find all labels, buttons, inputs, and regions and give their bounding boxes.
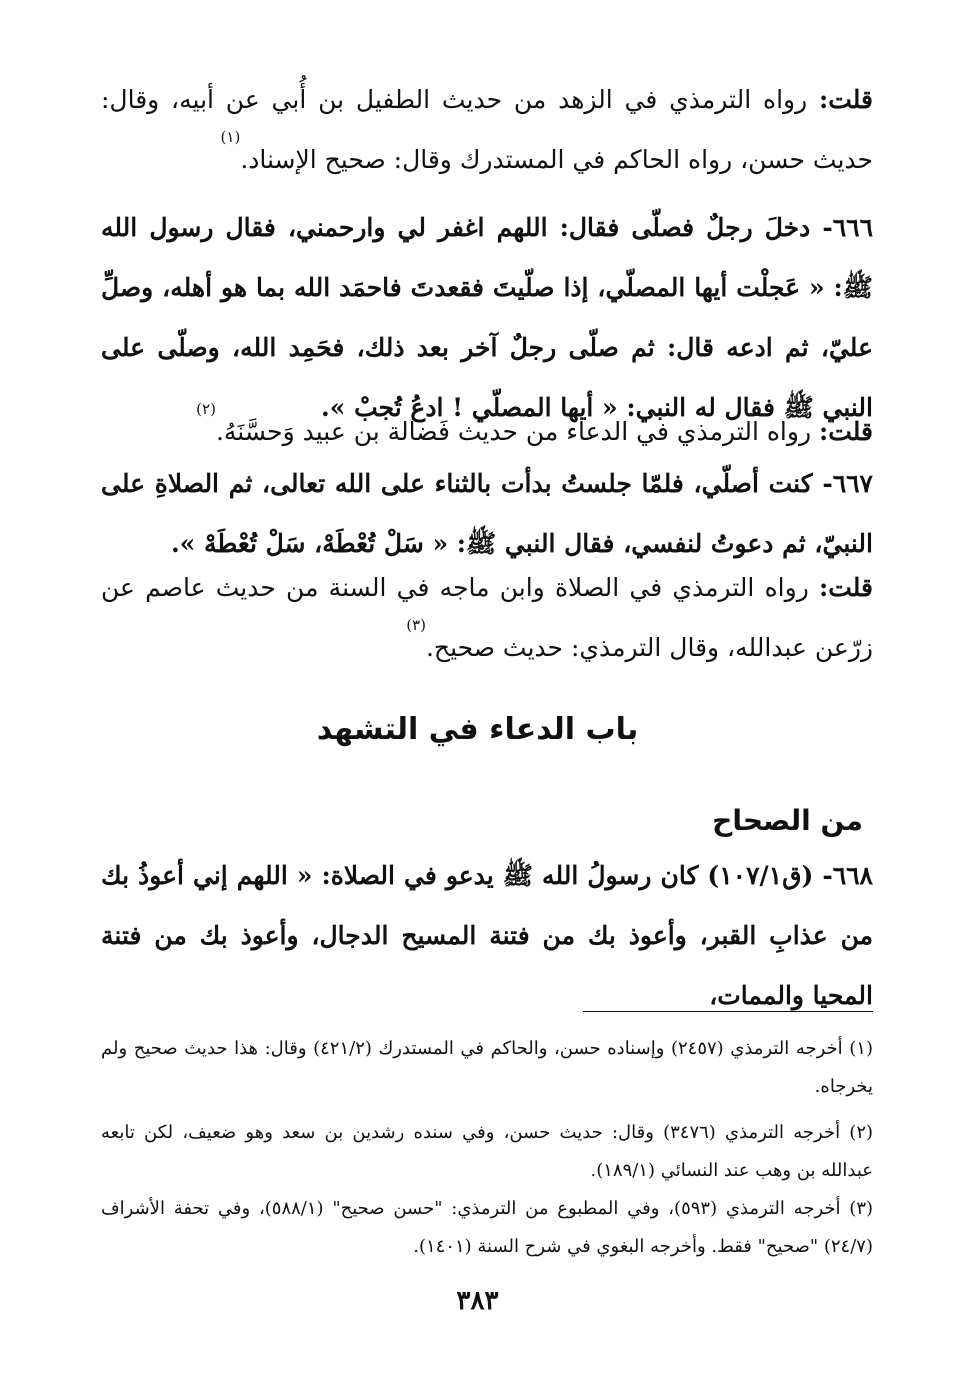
footnote-text: (٣) أخرجه الترمذي (٥٩٣)، وفي المطبوع من الترمذي: "حسن صحيح" (٥٨٨/١)، وفي تحفة الأشراف (٢٤/٧) "صحيح" فقط. وأخرجه البغوي في شرح السنة (١٤٠١).: [101, 1198, 874, 1257]
footnote-2: [101, 1114, 873, 1190]
footnote-1: [101, 1030, 873, 1106]
paragraph-qultu-1: [101, 70, 873, 190]
paragraph-qultu-3: [101, 558, 873, 678]
footnote-ref[interactable]: (٣): [406, 616, 426, 634]
footnote-3: [101, 1190, 873, 1266]
hadith-667: [101, 454, 873, 574]
footnote-ref[interactable]: (١): [220, 128, 241, 146]
hadith-text: ٦٦٧- كنت أصلّي، فلمّا جلستُ بدأت بالثناء على الله تعالى، ثم الصلاةِ على النبيّ، ثم دعوتُ لنفسي، فقال النبي ﷺ: « سَلْ تُعْطَهْ، سَلْ تُعْطَهْ ».: [101, 469, 873, 558]
chapter-heading: باب الدعاء في التشهد: [316, 712, 639, 747]
paragraph-text: رواه الترمذي في الزهد من حديث الطفيل بن أُبي عن أبيه، وقال: حديث حسن، رواه الحاكم في المستدرك وقال: صحيح الإسناد.: [101, 85, 873, 174]
qultu-label: قلت:: [818, 573, 873, 602]
footnote-divider: [583, 1011, 873, 1012]
hadith-text: ٦٦٦- دخلَ رجلٌ فصلّى فقال: اللهم اغفر لي وارحمني، فقال رسول الله ﷺ: « عَجلْت أيها المصلّي، إذا صلّيتَ فقعدتَ فاحمَد الله بما هو أهله، وصلِّ عليّ، ثم ادعه قال: ثم صلّى رجلٌ آخر بعد ذلك، فحَمِد الله، وصلّى على النبي ﷺ فقال له النبي: « أيها المصلّي ! ادعُ تُجبْ ».: [101, 213, 874, 422]
paragraph-qultu-2: [101, 402, 873, 462]
section-subheading: من الصحاح: [712, 804, 863, 837]
page-number: ٣٨٣: [456, 1286, 499, 1316]
hadith-text: ٦٦٨- (ق١٠٧/١) كان رسولُ الله ﷺ يدعو في الصلاة: « اللهم إني أعوذُ بك من عذابِ القبر، وأعوذ بك من فتنة المسيح الدجال، وأعوذ بك من فتنة المحيا والممات،: [101, 861, 873, 1010]
footnote-ref[interactable]: (٢): [196, 400, 216, 418]
paragraph-text: رواه الترمذي في الصلاة وابن ماجه في السنة من حديث عاصم عن زرّعن عبدالله، وقال الترمذي: حديث صحيح.: [101, 573, 873, 662]
qultu-label: قلت:: [818, 417, 873, 446]
qultu-label: قلت:: [819, 85, 874, 114]
footnote-text: (١) أخرجه الترمذي (٢٤٥٧) وإسناده حسن، والحاكم في المستدرك (٤٢١/٢) وقال: هذا حديث صحيح ولم يخرجاه.: [101, 1038, 873, 1097]
hadith-668: [101, 846, 873, 1026]
paragraph-text: رواه الترمذي في الدعاء من حديث فَضالة بن عبيد وَحسَّنَهُ.: [215, 417, 812, 446]
footnote-text: (٢) أخرجه الترمذي (٣٤٧٦) وقال: حديث حسن، وفي سنده رشدين بن سعد وهو ضعيف، لكن تابعه عبدالله بن وهب عند النسائي (١٨٩/١).: [101, 1122, 874, 1181]
